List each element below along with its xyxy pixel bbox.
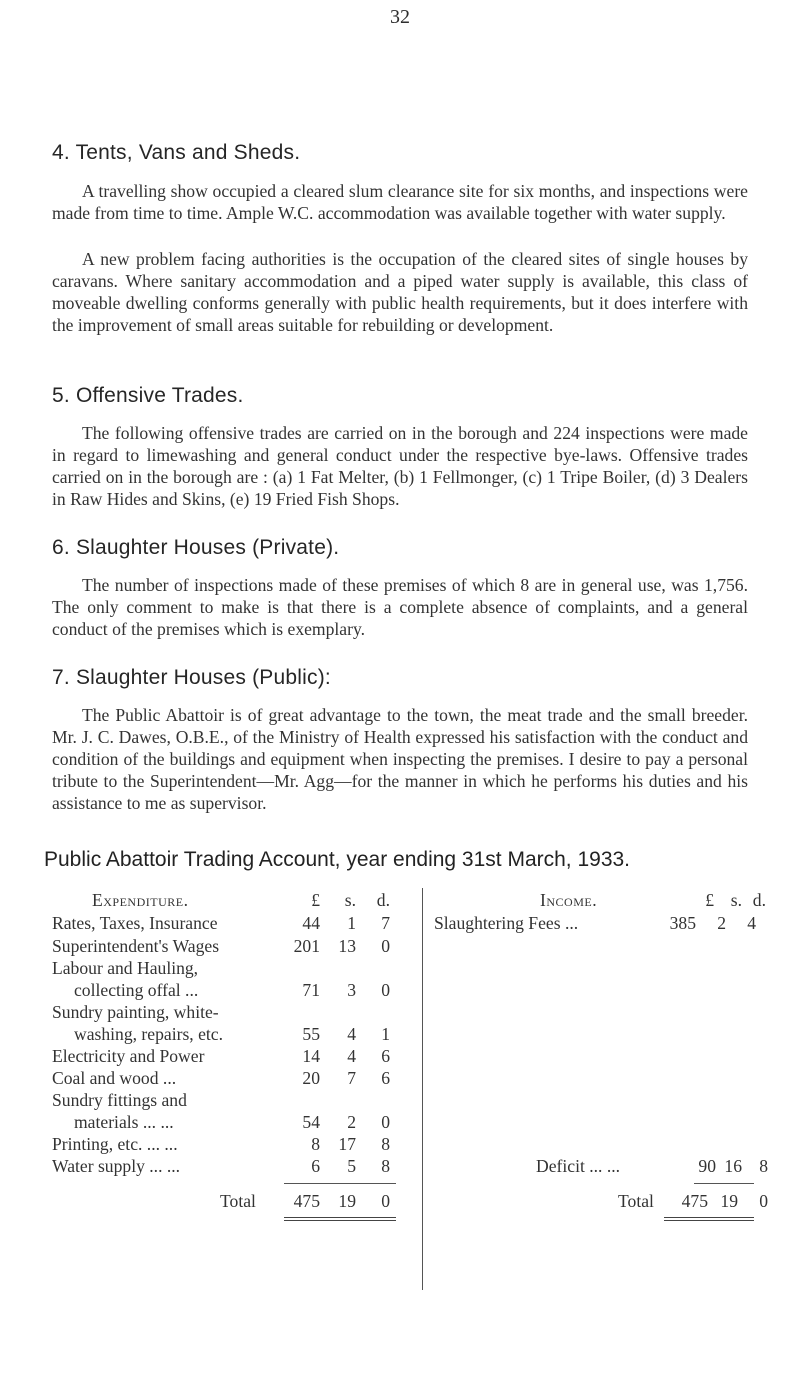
shillings-value: 16 (724, 1156, 742, 1176)
paragraph-slaughter-public: The Public Abattoir is of great advantage to the town, the meat trade and the small breeder. Mr. J. C. Dawes, O.B.E., of the Ministry of Health expressed his satisfaction with the conduct and condition of the buildings and equipment when inspecting the premises. I desire to pay a personal tribute to the Superintendent—Mr. Agg—for the manner in which he performs his duties and his assistance to me as supervisor. (52, 705, 748, 813)
shillings-value: 1 (347, 913, 356, 933)
pounds-header: £ (311, 890, 320, 910)
pounds-value: 475 (293, 1191, 320, 1211)
table-row (0, 1133, 422, 1155)
pence-value: 4 (747, 913, 756, 933)
shillings-header: s. (344, 890, 356, 910)
expenditure-label: Sundry painting, white- (52, 1002, 219, 1022)
pence-value: 0 (381, 1112, 390, 1132)
paragraph-slaughter-private: The number of inspections made of these premises of which 8 are in general use, was 1,756. The only comment to make is that there is a complete absence of complaints, and a general conduct of the premises which is exemplary. (52, 575, 748, 639)
shillings-value: 2 (347, 1112, 356, 1132)
shillings-value: 19 (338, 1191, 356, 1211)
pence-header: d. (376, 890, 390, 910)
shillings-value: 17 (338, 1134, 356, 1154)
section-heading-slaughter-private: 6. Slaughter Houses (Private). (52, 536, 340, 559)
pounds-value: 6 (311, 1156, 320, 1176)
section-heading-offensive-trades: 5. Offensive Trades. (52, 384, 244, 407)
expenditure-header-row (0, 889, 422, 911)
pence-value: 0 (381, 980, 390, 1000)
pence-value: 0 (381, 936, 390, 956)
paragraph-tents-1: A travelling show occupied a cleared slum clearance site for six months, and inspections were made from time to time. Ample W.C. accommodation was available together with water supply. (52, 181, 748, 223)
expenditure-label: Printing, etc. ... ... (52, 1134, 178, 1154)
table-divider (422, 888, 423, 1290)
shillings-value: 4 (347, 1046, 356, 1066)
table-row (0, 1089, 422, 1111)
pounds-value: 44 (302, 913, 320, 933)
shillings-value: 7 (347, 1068, 356, 1088)
expenditure-total-row (0, 1190, 422, 1212)
pounds-value: 54 (302, 1112, 320, 1132)
page-number: 32 (390, 6, 410, 28)
pounds-value: 71 (302, 980, 320, 1000)
shillings-value: 19 (720, 1191, 738, 1211)
table-row (0, 957, 422, 979)
table-row (0, 935, 422, 957)
pence-value: 7 (381, 913, 390, 933)
pence-value: 6 (381, 1068, 390, 1088)
shillings-header: s. (730, 890, 742, 910)
income-header: Income. (540, 890, 598, 910)
pounds-value: 8 (311, 1134, 320, 1154)
pence-value: 0 (759, 1191, 768, 1211)
account-title: Public Abattoir Trading Account, year ending 31st March, 1933. (44, 848, 631, 871)
total-label: Total (618, 1191, 654, 1211)
table-row (0, 1023, 422, 1045)
pounds-value: 14 (302, 1046, 320, 1066)
total-label: Total (220, 1191, 256, 1211)
pounds-value: 475 (681, 1191, 708, 1211)
shillings-value: 2 (717, 913, 726, 933)
expenditure-label: Coal and wood ... (52, 1068, 177, 1088)
table-row (0, 979, 422, 1001)
pence-value: 8 (381, 1156, 390, 1176)
total-double-rule (664, 1217, 754, 1221)
subtotal-rule (284, 1183, 396, 1184)
table-row (0, 1045, 422, 1067)
pence-value: 8 (759, 1156, 768, 1176)
pence-header: d. (752, 890, 766, 910)
pence-value: 1 (381, 1024, 390, 1044)
shillings-value: 3 (347, 980, 356, 1000)
deficit-label: Deficit ... ... (536, 1156, 621, 1176)
expenditure-label: collecting offal ... (74, 980, 199, 1000)
income-header-row (422, 889, 800, 911)
subtotal-rule (694, 1183, 754, 1184)
income-label: Slaughtering Fees ... (434, 913, 579, 933)
table-row (422, 912, 800, 934)
deficit-row (422, 1155, 800, 1177)
total-double-rule (284, 1217, 396, 1221)
expenditure-header: Expenditure. (92, 890, 189, 910)
expenditure-label: Labour and Hauling, (52, 958, 199, 978)
section-heading-slaughter-public: 7. Slaughter Houses (Public): (52, 666, 331, 689)
pounds-value: 385 (669, 913, 696, 933)
expenditure-label: Superintendent's Wages (52, 936, 220, 956)
expenditure-label: Water supply ... ... (52, 1156, 181, 1176)
paragraph-tents-2: A new problem facing authorities is the occupation of the cleared sites of single houses by caravans. Where sanitary accommodation and a piped water supply is available, this class of moveable dwelling conforms generally with public health requirements, but it does interfere with the improvement of small areas suitable for rebuilding or development. (52, 249, 748, 335)
table-row (0, 912, 422, 934)
table-row (0, 1111, 422, 1133)
table-row (0, 1067, 422, 1089)
expenditure-label: Sundry fittings and (52, 1090, 187, 1110)
table-row (0, 1001, 422, 1023)
pence-value: 0 (381, 1191, 390, 1211)
expenditure-label: washing, repairs, etc. (74, 1024, 224, 1044)
expenditure-label: Rates, Taxes, Insurance (52, 913, 218, 933)
section-heading-tents: 4. Tents, Vans and Sheds. (52, 141, 301, 164)
expenditure-label: Electricity and Power (52, 1046, 205, 1066)
income-total-row (422, 1190, 800, 1212)
pounds-value: 201 (293, 936, 320, 956)
pence-value: 8 (381, 1134, 390, 1154)
pence-value: 6 (381, 1046, 390, 1066)
pounds-header: £ (705, 890, 714, 910)
paragraph-offensive-trades: The following offensive trades are carried on in the borough and 224 inspections were made in regard to limewashing and general conduct under the respective bye-laws. Offensive trades carried on in the borough are : (a) 1 Fat Melter, (b) 1 Fellmonger, (c) 1 Tripe Boiler, (d) 3 Dealers in Raw Hides and Skins, (e) 19 Fried Fish Shops. (52, 423, 748, 509)
shillings-value: 4 (347, 1024, 356, 1044)
expenditure-label: materials ... ... (74, 1112, 174, 1132)
shillings-value: 13 (338, 936, 356, 956)
shillings-value: 5 (347, 1156, 356, 1176)
pounds-value: 90 (698, 1156, 716, 1176)
table-row (0, 1155, 422, 1177)
pounds-value: 55 (302, 1024, 320, 1044)
pounds-value: 20 (302, 1068, 320, 1088)
